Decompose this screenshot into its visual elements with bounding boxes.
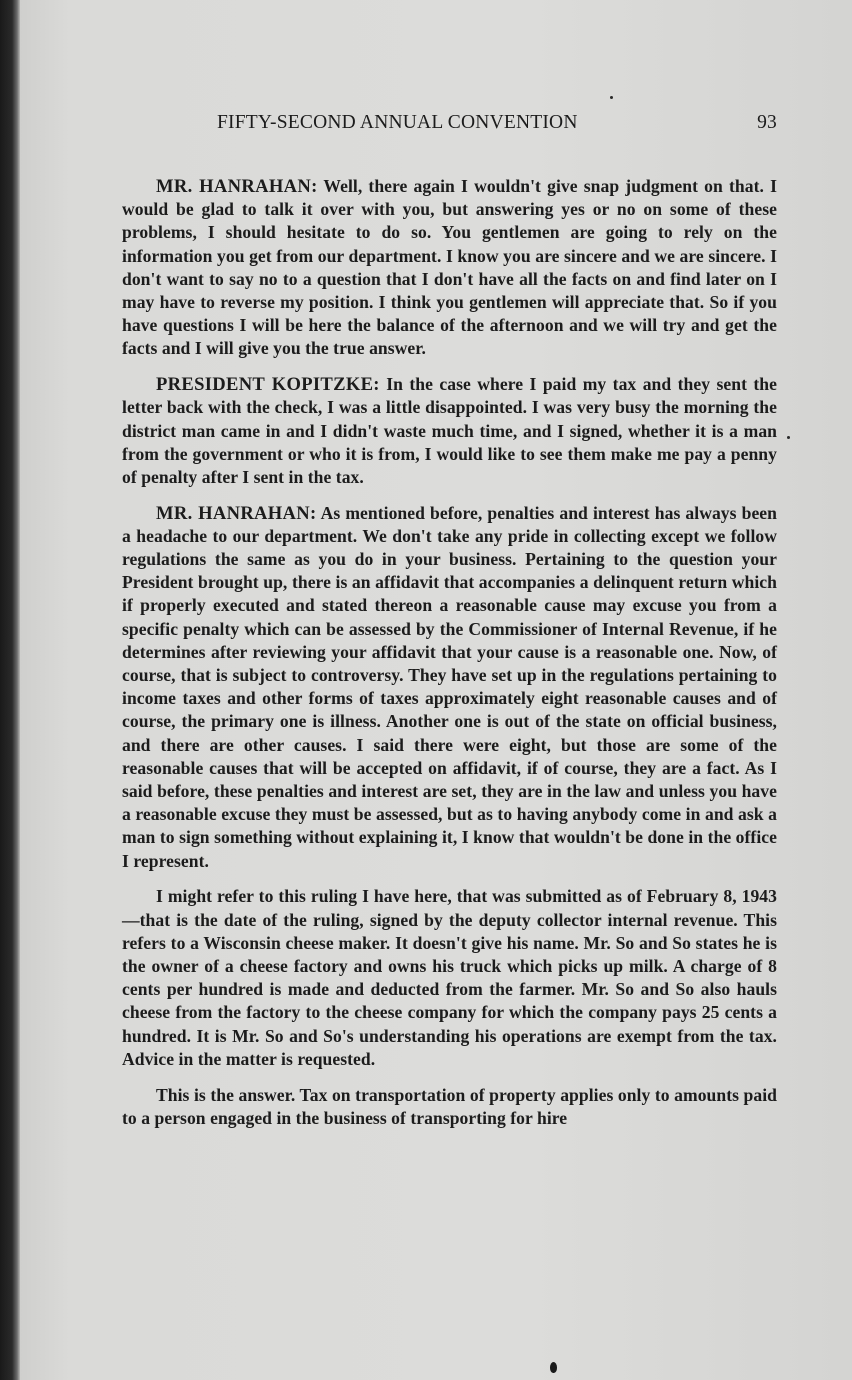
- page-number: 93: [757, 112, 777, 133]
- binding-hole: [550, 1362, 557, 1373]
- book-binding-edge: [0, 0, 20, 1380]
- paragraph-text: I might refer to this ruling I have here, that was submitted as of February 8, 1943—that is the date of the ruling, signed by the deputy collector internal revenue. This refers to a Wisconsin cheese maker. It doesn't give his name. Mr. So and So states he is the owner of a cheese factory and owns his truck which picks up milk. A charge of 8 cents per hundred is made and deducted from the farmer. Mr. So and So also hauls cheese from the factory to the cheese company for which the company pays 25 cents a hundred. It is Mr. So and So's understanding his operations are exempt from the tax. Advice in the matter is requested.: [122, 886, 777, 1069]
- paragraph-text: As mentioned before, penalties and interest has always been a headache to our department. We don't take any pride in collecting except we follow regulations the same as you do in your business. Pertaining to the question your President brought up, there is an affidavit that accompanies a delinquent return which if properly executed and stated thereon a reasonable cause may excuse you from a specific penalty which can be assessed by the Commissioner of Internal Revenue, if he determines after reviewing your affidavit that your cause is a reasonable one. Now, of course, that is subject to controversy. They have set up in the regulations pertaining to income taxes and other forms of taxes approximately eight reasonable causes and of course, the primary one is illness. Another one is out of the state on official business, and there are other causes. I said there were eight, but those are some of the reasonable causes that will be accepted on affidavit, if of course, they are a fact. As I said before, these penalties and interest are set, they are in the law and unless you have a reasonable excuse they must be assessed, but as to having anybody come in and ask a man to sign something without explaining it, I know that wouldn't be done in the office I represent.: [122, 502, 778, 871]
- paragraph-hanrahan-1: [122, 175, 777, 361]
- paper-speck: [787, 436, 790, 439]
- paragraph-text: This is the answer. Tax on transportation of property applies only to amounts paid to a person engaged in the business of transporting for hire: [122, 1084, 777, 1128]
- speaker-name: MR. HANRAHAN:: [156, 176, 318, 197]
- running-head: [217, 112, 777, 138]
- paragraph-kopitzke: [122, 373, 777, 489]
- paragraph-ruling: [122, 885, 777, 1071]
- running-title: FIFTY-SECOND ANNUAL CONVENTION: [217, 112, 578, 133]
- speaker-name: MR. HANRAHAN:: [156, 502, 317, 524]
- body-text: [122, 175, 777, 1142]
- paper-speck: [610, 96, 613, 99]
- paragraph-answer: [122, 1084, 777, 1130]
- book-page: [20, 0, 852, 1380]
- speaker-name: PRESIDENT KOPITZKE:: [156, 374, 380, 396]
- paragraph-text: In the case where I paid my tax and they sent the letter back with the check, I was a little disappointed. I was very busy the morning the district man came in and I didn't waste much time, and I signed, whether it is a man from the government or who it is from, I would like to see them make me pay a penny of penalty after I sent in the tax.: [122, 374, 778, 487]
- paragraph-text: Well, there again I wouldn't give snap judgment on that. I would be glad to talk it over with you, but answering yes or no on some of these problems, I should hesitate to do so. You gentlemen are going to rely on the information you get from our department. I know you are sincere and we are sincere. I don't want to say no to a question that I don't have all the facts on and find later on I may have to reverse my position. I think you gentlemen will appreciate that. So if you have questions I will be here the balance of the afternoon and we will try and get the facts and I will give you the true answer.: [122, 176, 778, 359]
- paragraph-hanrahan-2: [122, 502, 777, 873]
